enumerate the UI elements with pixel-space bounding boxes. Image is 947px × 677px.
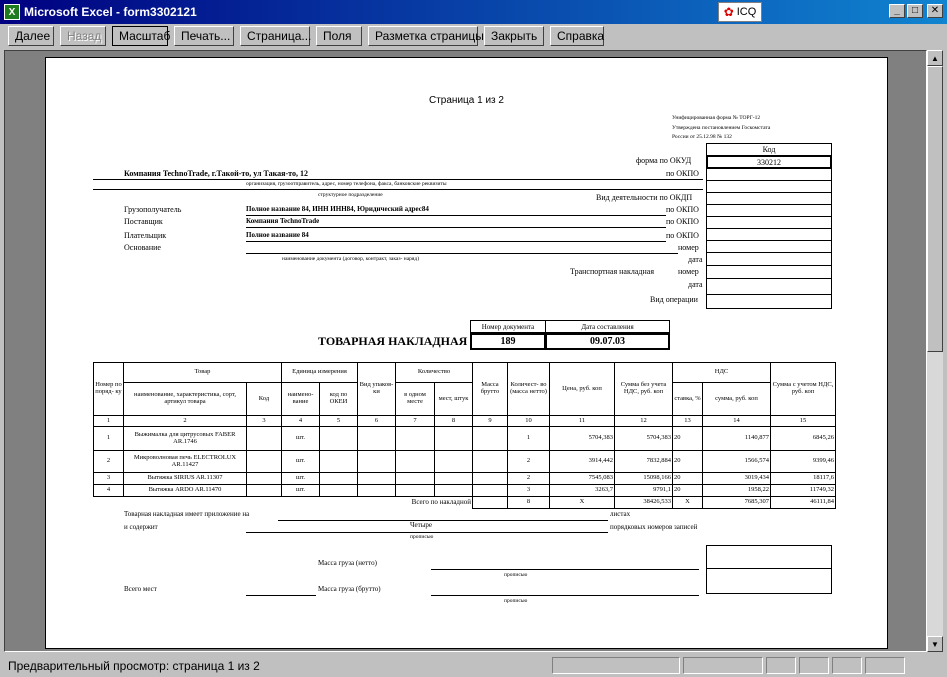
window-controls xyxy=(889,4,943,18)
prev-button[interactable]: Назад xyxy=(60,26,106,46)
icq-flower-icon: ✿ xyxy=(723,5,734,19)
row-name: Микроволновая печь ELECTROLUX AR.11427 xyxy=(124,451,247,473)
okdp-label: Вид деятельности по ОКДП xyxy=(596,193,693,202)
maximize-icon[interactable]: □ xyxy=(907,4,923,18)
help-button[interactable]: Справка xyxy=(550,26,604,46)
goods-table xyxy=(93,362,836,509)
print-button[interactable]: Печать... xyxy=(174,26,234,46)
row-name: Выжималка для цитрусовых FABER AR.1746 xyxy=(124,427,247,451)
gross-label: Масса груза (брутто) xyxy=(318,585,381,593)
form-note-1: Унифицированная форма № ТОРГ-12 xyxy=(672,115,761,121)
total-rate: X xyxy=(673,497,703,509)
col-num: 12 xyxy=(615,416,673,427)
row-vat: 1958,22 xyxy=(703,485,771,497)
h-unit: Единица измерения xyxy=(282,363,358,383)
row-total: 6845,26 xyxy=(771,427,836,451)
doc-date-header: Дата составления xyxy=(545,320,670,333)
status-panel xyxy=(766,657,796,674)
col-num: 10 xyxy=(508,416,550,427)
table-row xyxy=(94,485,836,497)
contains-label: и содержит xyxy=(124,523,158,531)
total-vat: 7685,307 xyxy=(703,497,771,509)
minimize-icon[interactable]: _ xyxy=(889,4,905,18)
h-pack: Вид упаков- ки xyxy=(358,363,396,416)
row-unit: шт. xyxy=(282,485,320,497)
consignee-label: Грузополучатель xyxy=(124,205,182,214)
h-goods: Товар xyxy=(124,363,282,383)
row-total: 11749,32 xyxy=(771,485,836,497)
row-num: 1 xyxy=(94,427,124,451)
title-bar xyxy=(0,0,947,24)
okud-label: форма по ОКУД xyxy=(636,156,692,165)
scroll-thumb[interactable] xyxy=(927,66,943,352)
row-sum: 15098,166 xyxy=(615,473,673,485)
h-goods-code: Код xyxy=(247,383,282,416)
row-rate: 20 xyxy=(673,485,703,497)
row-num: 3 xyxy=(94,473,124,485)
total-label: Всего по накладной xyxy=(411,498,471,507)
total-price: X xyxy=(550,497,615,509)
row-price: 7545,083 xyxy=(550,473,615,485)
status-panel xyxy=(799,657,829,674)
places-label: Всего мест xyxy=(124,585,157,593)
next-button[interactable]: Далее xyxy=(8,26,54,46)
basis-sub: наименование документа (договор, контракт, заказ- наряд) xyxy=(282,256,420,262)
doc-title: ТОВАРНАЯ НАКЛАДНАЯ xyxy=(318,334,468,348)
zoom-button[interactable]: Масштаб xyxy=(112,26,168,46)
page-break-button[interactable]: Разметка страницы xyxy=(368,26,478,46)
preview-toolbar xyxy=(0,24,947,48)
supplier-label: Поставщик xyxy=(124,217,163,226)
total-sum: 38426,533 xyxy=(615,497,673,509)
h-qty-places: мест, штук xyxy=(435,383,473,416)
row-name: Вытяжка SIRIUS AR.11307 xyxy=(124,473,247,485)
page-setup-button[interactable]: Страница... xyxy=(240,26,310,46)
doc-date: 09.07.03 xyxy=(545,333,670,350)
okpo-label-3: по ОКПО xyxy=(666,217,699,226)
window-title: Microsoft Excel - form3302121 xyxy=(24,5,197,19)
row-vat: 3019,434 xyxy=(703,473,771,485)
h-qty-one: в одном месте xyxy=(396,383,435,416)
status-bar xyxy=(0,654,947,677)
net-label: Масса груза (нетто) xyxy=(318,559,377,567)
row-vat: 1140,877 xyxy=(703,427,771,451)
status-panel xyxy=(552,657,680,674)
sheets-label: листах xyxy=(610,510,631,518)
consignee-value: Полное название 84, ИНН ИНН84, Юридический адрес84 xyxy=(246,205,429,213)
number-label-1: номер xyxy=(678,243,699,252)
row-name: Вытяжка ARDO AR.11470 xyxy=(124,485,247,497)
scroll-down-icon[interactable]: ▼ xyxy=(927,636,943,652)
doc-number: 189 xyxy=(470,333,546,350)
sign-box-top xyxy=(706,545,832,569)
contains-tail: порядковых номеров записей xyxy=(610,523,698,531)
col-num: 2 xyxy=(124,416,247,427)
okpo-label-2: по ОКПО xyxy=(666,205,699,214)
h-vat-sum: сумма, руб. коп xyxy=(703,383,771,416)
icq-button[interactable] xyxy=(718,2,762,22)
in-words-1: прописью xyxy=(410,534,434,540)
col-num: 6 xyxy=(358,416,396,427)
row-price: 3263,7 xyxy=(550,485,615,497)
row-qty: 1 xyxy=(508,427,550,451)
h-num: Номер по поряд- ку xyxy=(94,363,124,416)
okpo-label-1: по ОКПО xyxy=(666,169,699,178)
col-num: 5 xyxy=(320,416,358,427)
status-panel xyxy=(832,657,862,674)
date-label-1: дата xyxy=(688,255,703,264)
col-num: 8 xyxy=(435,416,473,427)
vertical-scrollbar[interactable] xyxy=(927,50,943,652)
h-vat: НДС xyxy=(673,363,771,383)
col-num: 13 xyxy=(673,416,703,427)
h-net: Количест- во (масса нетто) xyxy=(508,363,550,416)
sign-box-bottom xyxy=(706,568,832,594)
row-unit: шт. xyxy=(282,427,320,451)
col-num: 9 xyxy=(473,416,508,427)
h-unit-name: наимено- вание xyxy=(282,383,320,416)
col-num: 7 xyxy=(396,416,435,427)
col-num: 15 xyxy=(771,416,836,427)
h-sum-novat: Сумма без учета НДС, руб. коп xyxy=(615,363,673,416)
preview-page xyxy=(45,57,888,649)
h-unit-okei: код по ОКЕИ xyxy=(320,383,358,416)
supplier-value: Компания TechnoTrade xyxy=(246,217,320,225)
payer-value: Полное название 84 xyxy=(246,231,309,239)
row-rate: 20 xyxy=(673,473,703,485)
scroll-up-icon[interactable]: ▲ xyxy=(927,50,943,66)
row-sum: 7832,884 xyxy=(615,451,673,473)
col-num: 3 xyxy=(247,416,282,427)
h-goods-name: наименование, характеристика, сорт, артикул товара xyxy=(124,383,247,416)
h-qty: Количество xyxy=(396,363,473,383)
doc-num-header: Номер документа xyxy=(470,320,546,333)
total-total: 46111,84 xyxy=(771,497,836,509)
okud-value: 330212 xyxy=(706,155,832,169)
row-unit: шт. xyxy=(282,473,320,485)
row-unit: шт. xyxy=(282,451,320,473)
row-qty: 2 xyxy=(508,451,550,473)
row-sum: 9791,1 xyxy=(615,485,673,497)
excel-app-icon[interactable]: X xyxy=(4,4,20,20)
close-button[interactable]: Закрыть xyxy=(484,26,544,46)
table-row xyxy=(94,473,836,485)
in-words-2: прописью xyxy=(504,572,528,578)
status-panel xyxy=(865,657,905,674)
number-label-2: номер xyxy=(678,267,699,276)
total-row xyxy=(94,497,836,509)
in-words-3: прописью xyxy=(504,598,528,604)
company-sub: организация, грузоотправитель, адрес, номер телефона, факса, банковские реквизиты xyxy=(246,181,447,187)
row-rate: 20 xyxy=(673,427,703,451)
table-row xyxy=(94,427,836,451)
h-vat-rate: ставка, % xyxy=(673,383,703,416)
col-num: 1 xyxy=(94,416,124,427)
status-text: Предварительный просмотр: страница 1 из 2 xyxy=(8,658,260,673)
form-note-3: России от 25.12.98 № 132 xyxy=(672,134,732,140)
company-value: Компания TechnoTrade, г.Такой-то, ул Такая-то, 12 xyxy=(124,169,308,178)
basis-label: Основание xyxy=(124,243,161,252)
icq-label: ICQ xyxy=(736,6,757,18)
row-price: 3914,442 xyxy=(550,451,615,473)
h-total: Сумма с учетом НДС, руб. коп xyxy=(771,363,836,416)
code-header: Код xyxy=(706,143,832,155)
payer-label: Плательщик xyxy=(124,231,167,240)
row-num: 4 xyxy=(94,485,124,497)
okpo-label-4: по ОКПО xyxy=(666,231,699,240)
dept-sub: структурное подразделение xyxy=(318,192,383,198)
col-num: 11 xyxy=(550,416,615,427)
margins-button[interactable]: Поля xyxy=(316,26,362,46)
row-num: 2 xyxy=(94,451,124,473)
col-num: 14 xyxy=(703,416,771,427)
appendix-label: Товарная накладная имеет приложение на xyxy=(124,510,250,518)
close-icon[interactable]: ✕ xyxy=(927,4,943,18)
row-total: 9399,46 xyxy=(771,451,836,473)
row-qty: 3 xyxy=(508,485,550,497)
h-gross: Масса брутто xyxy=(473,363,508,416)
row-price: 5704,383 xyxy=(550,427,615,451)
row-qty: 2 xyxy=(508,473,550,485)
operation-label: Вид операции xyxy=(650,295,698,304)
row-total: 18117,6 xyxy=(771,473,836,485)
h-price: Цена, руб. коп xyxy=(550,363,615,416)
row-sum: 5704,383 xyxy=(615,427,673,451)
row-vat: 1566,574 xyxy=(703,451,771,473)
page-header: Страница 1 из 2 xyxy=(429,95,504,106)
status-panel xyxy=(683,657,763,674)
total-qty: 8 xyxy=(508,497,550,509)
transport-label: Транспортная накладная xyxy=(570,267,654,276)
row-rate: 20 xyxy=(673,451,703,473)
form-note-2: Утверждена постановлением Госкомстата xyxy=(672,125,771,131)
date-label-2: дата xyxy=(688,280,703,289)
contains-value: Четыре xyxy=(410,521,433,529)
table-row xyxy=(94,451,836,473)
col-num: 4 xyxy=(282,416,320,427)
col-number-row xyxy=(94,416,836,427)
